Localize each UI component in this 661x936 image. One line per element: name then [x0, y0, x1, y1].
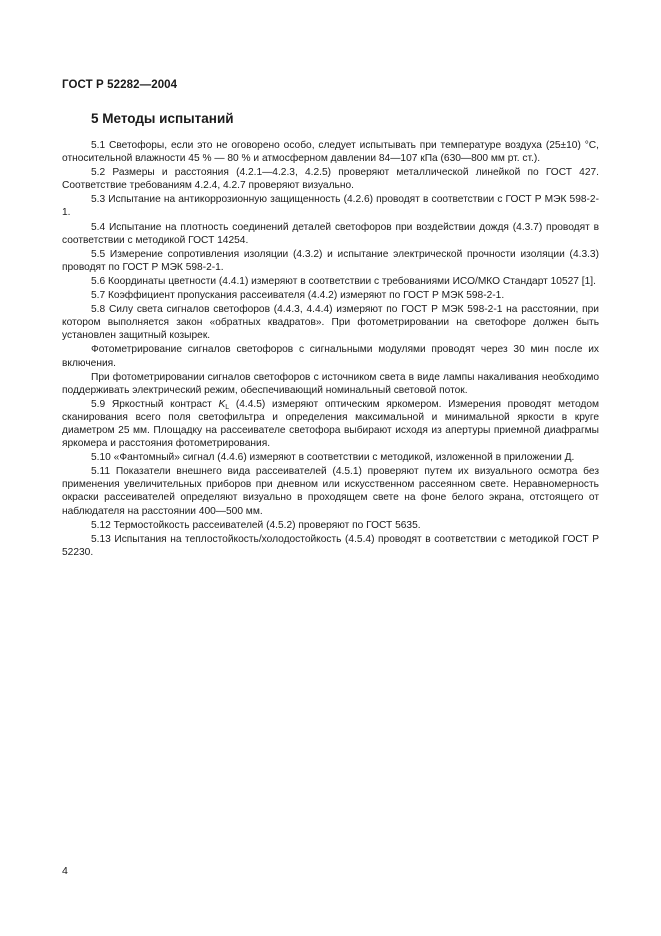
contrast-subscript: L [225, 403, 230, 411]
paragraph-5-8-photometry-lamps: При фотометрировании сигналов светофоров с источником света в виде лампы накаливания необходимо поддерживать электрический режим, обеспечивающий номинальный световой поток. [62, 371, 599, 396]
paragraph-5-9-rest: (4.4.5) измеряют оптическим яркомером. Измерения проводят методом сканирования всего поля светофильтра и определения максимальной и минимальной яркости в круге диаметром 25 мм. Площадку на рассеивателе светофора выбирают исходя из апертуры приемной диафрагмы яркомера и расстояния фотометрирования. [62, 398, 599, 450]
paragraph-5-4: 5.4 Испытание на плотность соединений деталей светофоров при воздействии дождя (4.3.7) проводят в соответствии с методикой ГОСТ 14254. [62, 221, 599, 246]
paragraph-5-9 [62, 398, 599, 450]
paragraph-5-1: 5.1 Светофоры, если это не оговорено особо, следует испытывать при температуре воздуха (25±10) °С, относительной влажности 45 % — 80 % и атмосферном давлении 84—107 кПа (630—800 мм рт. ст.). [62, 140, 599, 165]
paragraph-5-8-photometry-modules: Фотометрирование сигналов светофоров с сигнальными модулями проводят через 30 мин после их включения. [62, 344, 599, 369]
paragraph-5-12: 5.12 Термостойкость рассеивателей (4.5.2) проверяют по ГОСТ 5635. [91, 519, 421, 531]
paragraph-5-7: 5.7 Коэффициент пропускания рассеивателя (4.4.2) измеряют по ГОСТ Р МЭК 598-2-1. [91, 290, 505, 302]
paragraph-5-5: 5.5 Измерение сопротивления изоляции (4.3.2) и испытание электрической прочности изоляции (4.3.3) проводят по ГОСТ Р МЭК 598-2-1. [62, 248, 599, 273]
contrast-symbol: K [218, 398, 226, 410]
paragraph-5-2: 5.2 Размеры и расстояния (4.2.1—4.2.3, 4.2.5) проверяют металлической линейкой по ГОСТ 427. Соответствие требованиям 4.2.4, 4.2.7 проверяют визуально. [62, 167, 599, 192]
page-number: 4 [62, 865, 68, 877]
standard-code-header: ГОСТ Р 52282—2004 [62, 79, 178, 91]
paragraph-5-8: 5.8 Силу света сигналов светофоров (4.4.3, 4.4.4) измеряют по ГОСТ Р МЭК 598-2-1 на расстоянии, при котором выполняется закон «обратных квадратов». При фотометрировании на светофоре должен быть установлен защитный козырек. [62, 304, 599, 342]
paragraph-5-13: 5.13 Испытания на теплостойкость/холодостойкость (4.5.4) проводят в соответствии с методикой ГОСТ Р 52230. [62, 533, 599, 558]
paragraph-5-11: 5.11 Показатели внешнего вида рассеивателей (4.5.1) проверяют путем их визуального осмотра без применения увеличительных приборов при дневном или искусственном рассеянном свете. Неравномерность окраски рассеивателей определяют визуально в проходящем свете на фоне белого экрана, отстоящего от наблюдателя на расстоянии 400—500 мм. [62, 466, 599, 517]
paragraph-5-9-start: 5.9 Яркостный контраст [91, 398, 219, 410]
paragraph-5-10: 5.10 «Фантомный» сигнал (4.4.6) измеряют в соответствии с методикой, изложенной в приложении Д. [91, 452, 575, 464]
paragraph-5-6: 5.6 Координаты цветности (4.4.1) измеряют в соответствии с требованиями ИСО/МКО Стандарт 10527 [1]. [91, 275, 596, 287]
paragraph-5-3: 5.3 Испытание на антикоррозионную защищенность (4.2.6) проводят в соответствии с ГОСТ Р МЭК 598-2-1. [62, 194, 599, 219]
section-body [62, 139, 599, 560]
section-title: 5 Методы испытаний [91, 111, 234, 126]
